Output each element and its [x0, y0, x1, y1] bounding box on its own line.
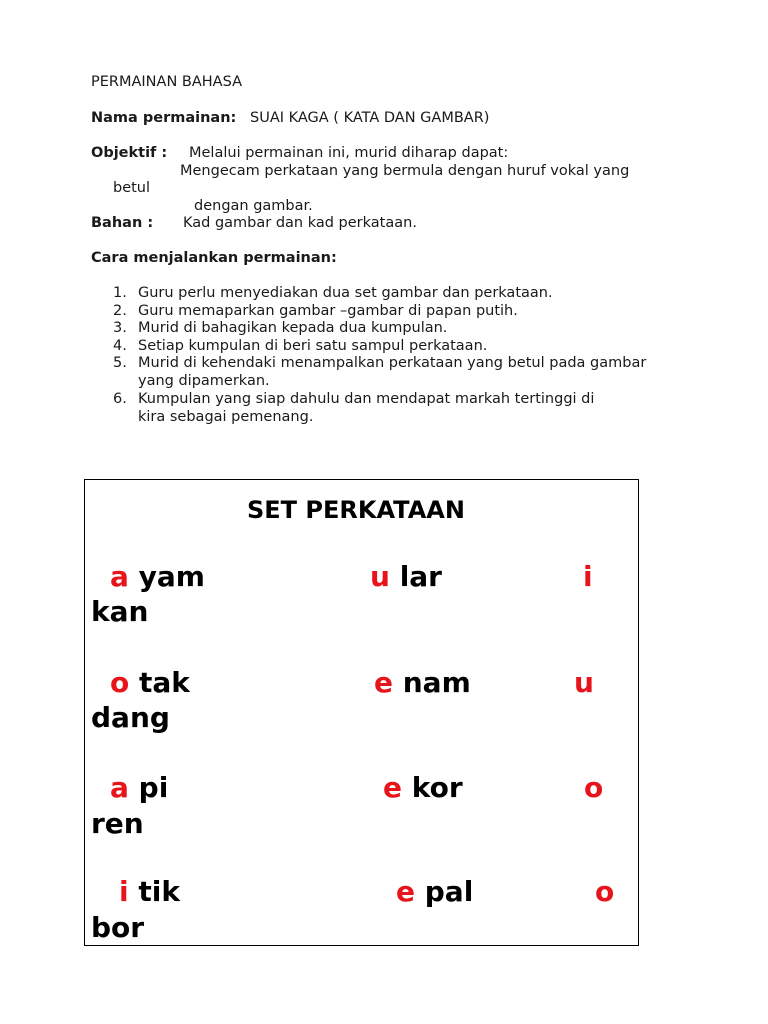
word-rest: yam [138, 560, 205, 593]
word-rest: bor [91, 911, 145, 944]
step-number: 5. [113, 355, 127, 371]
step-text: Murid di kehendaki menampalkan perkataan yang betul pada gambar [138, 355, 647, 371]
word-rest: nam [402, 666, 471, 699]
vowel-letter: e [396, 875, 415, 908]
step-number: 1. [113, 285, 127, 301]
objektif-label: Objektif : [91, 145, 168, 161]
vowel-letter: a [110, 771, 129, 804]
word-card [370, 561, 442, 593]
vowel-letter: o [595, 875, 615, 908]
step-text: Guru perlu menyediakan dua set gambar dan perkataan. [138, 285, 553, 301]
step-text: Kumpulan yang siap dahulu dan mendapat markah tertinggi di [138, 391, 595, 407]
word-card [110, 772, 168, 804]
vowel-letter: i [583, 560, 593, 593]
word-rest: dang [91, 701, 170, 734]
word-rest: ren [91, 807, 144, 840]
page-heading: PERMAINAN BAHASA [91, 74, 242, 90]
step-text: Setiap kumpulan di beri satu sampul perkataan. [138, 338, 488, 354]
step-text-cont: kira sebagai pemenang. [138, 409, 314, 425]
word-card [119, 876, 180, 908]
word-rest: kan [91, 595, 149, 628]
vowel-letter: e [374, 666, 393, 699]
step-text: Murid di bahagikan kepada dua kumpulan. [138, 320, 448, 336]
objektif-line-2: Mengecam perkataan yang bermula dengan huruf vokal yang [180, 163, 630, 179]
objektif-line-1: Melalui permainan ini, murid diharap dapat: [189, 145, 509, 161]
cara-label: Cara menjalankan permainan: [91, 250, 337, 266]
vowel-letter: o [110, 666, 130, 699]
objektif-line-3: betul [113, 180, 151, 196]
word-card [383, 772, 463, 804]
vowel-letter: i [119, 875, 129, 908]
nama-value: SUAI KAGA ( KATA DAN GAMBAR) [250, 110, 490, 126]
step-text: Guru memaparkan gambar –gambar di papan putih. [138, 303, 518, 319]
word-rest: kor [411, 771, 463, 804]
vowel-letter: a [110, 560, 129, 593]
step-number: 4. [113, 338, 127, 354]
bahan-value: Kad gambar dan kad perkataan. [183, 215, 417, 231]
step-text-cont: yang dipamerkan. [138, 373, 270, 389]
step-number: 3. [113, 320, 127, 336]
objektif-line-4: dengan gambar. [194, 198, 313, 214]
vowel-letter: u [574, 666, 594, 699]
word-rest: pal [424, 875, 474, 908]
word-rest: lar [399, 560, 442, 593]
set-title: SET PERKATAAN [247, 496, 465, 524]
word-card [110, 667, 190, 699]
bahan-label: Bahan : [91, 215, 154, 231]
vowel-letter: e [383, 771, 402, 804]
word-card [110, 561, 205, 593]
vowel-letter: o [584, 771, 604, 804]
word-rest: tik [138, 875, 180, 908]
word-rest: pi [138, 771, 169, 804]
word-rest: tak [139, 666, 190, 699]
step-number: 6. [113, 391, 127, 407]
vowel-letter: u [370, 560, 390, 593]
word-card [396, 876, 473, 908]
nama-label: Nama permainan: [91, 110, 237, 126]
step-number: 2. [113, 303, 127, 319]
word-card [374, 667, 471, 699]
